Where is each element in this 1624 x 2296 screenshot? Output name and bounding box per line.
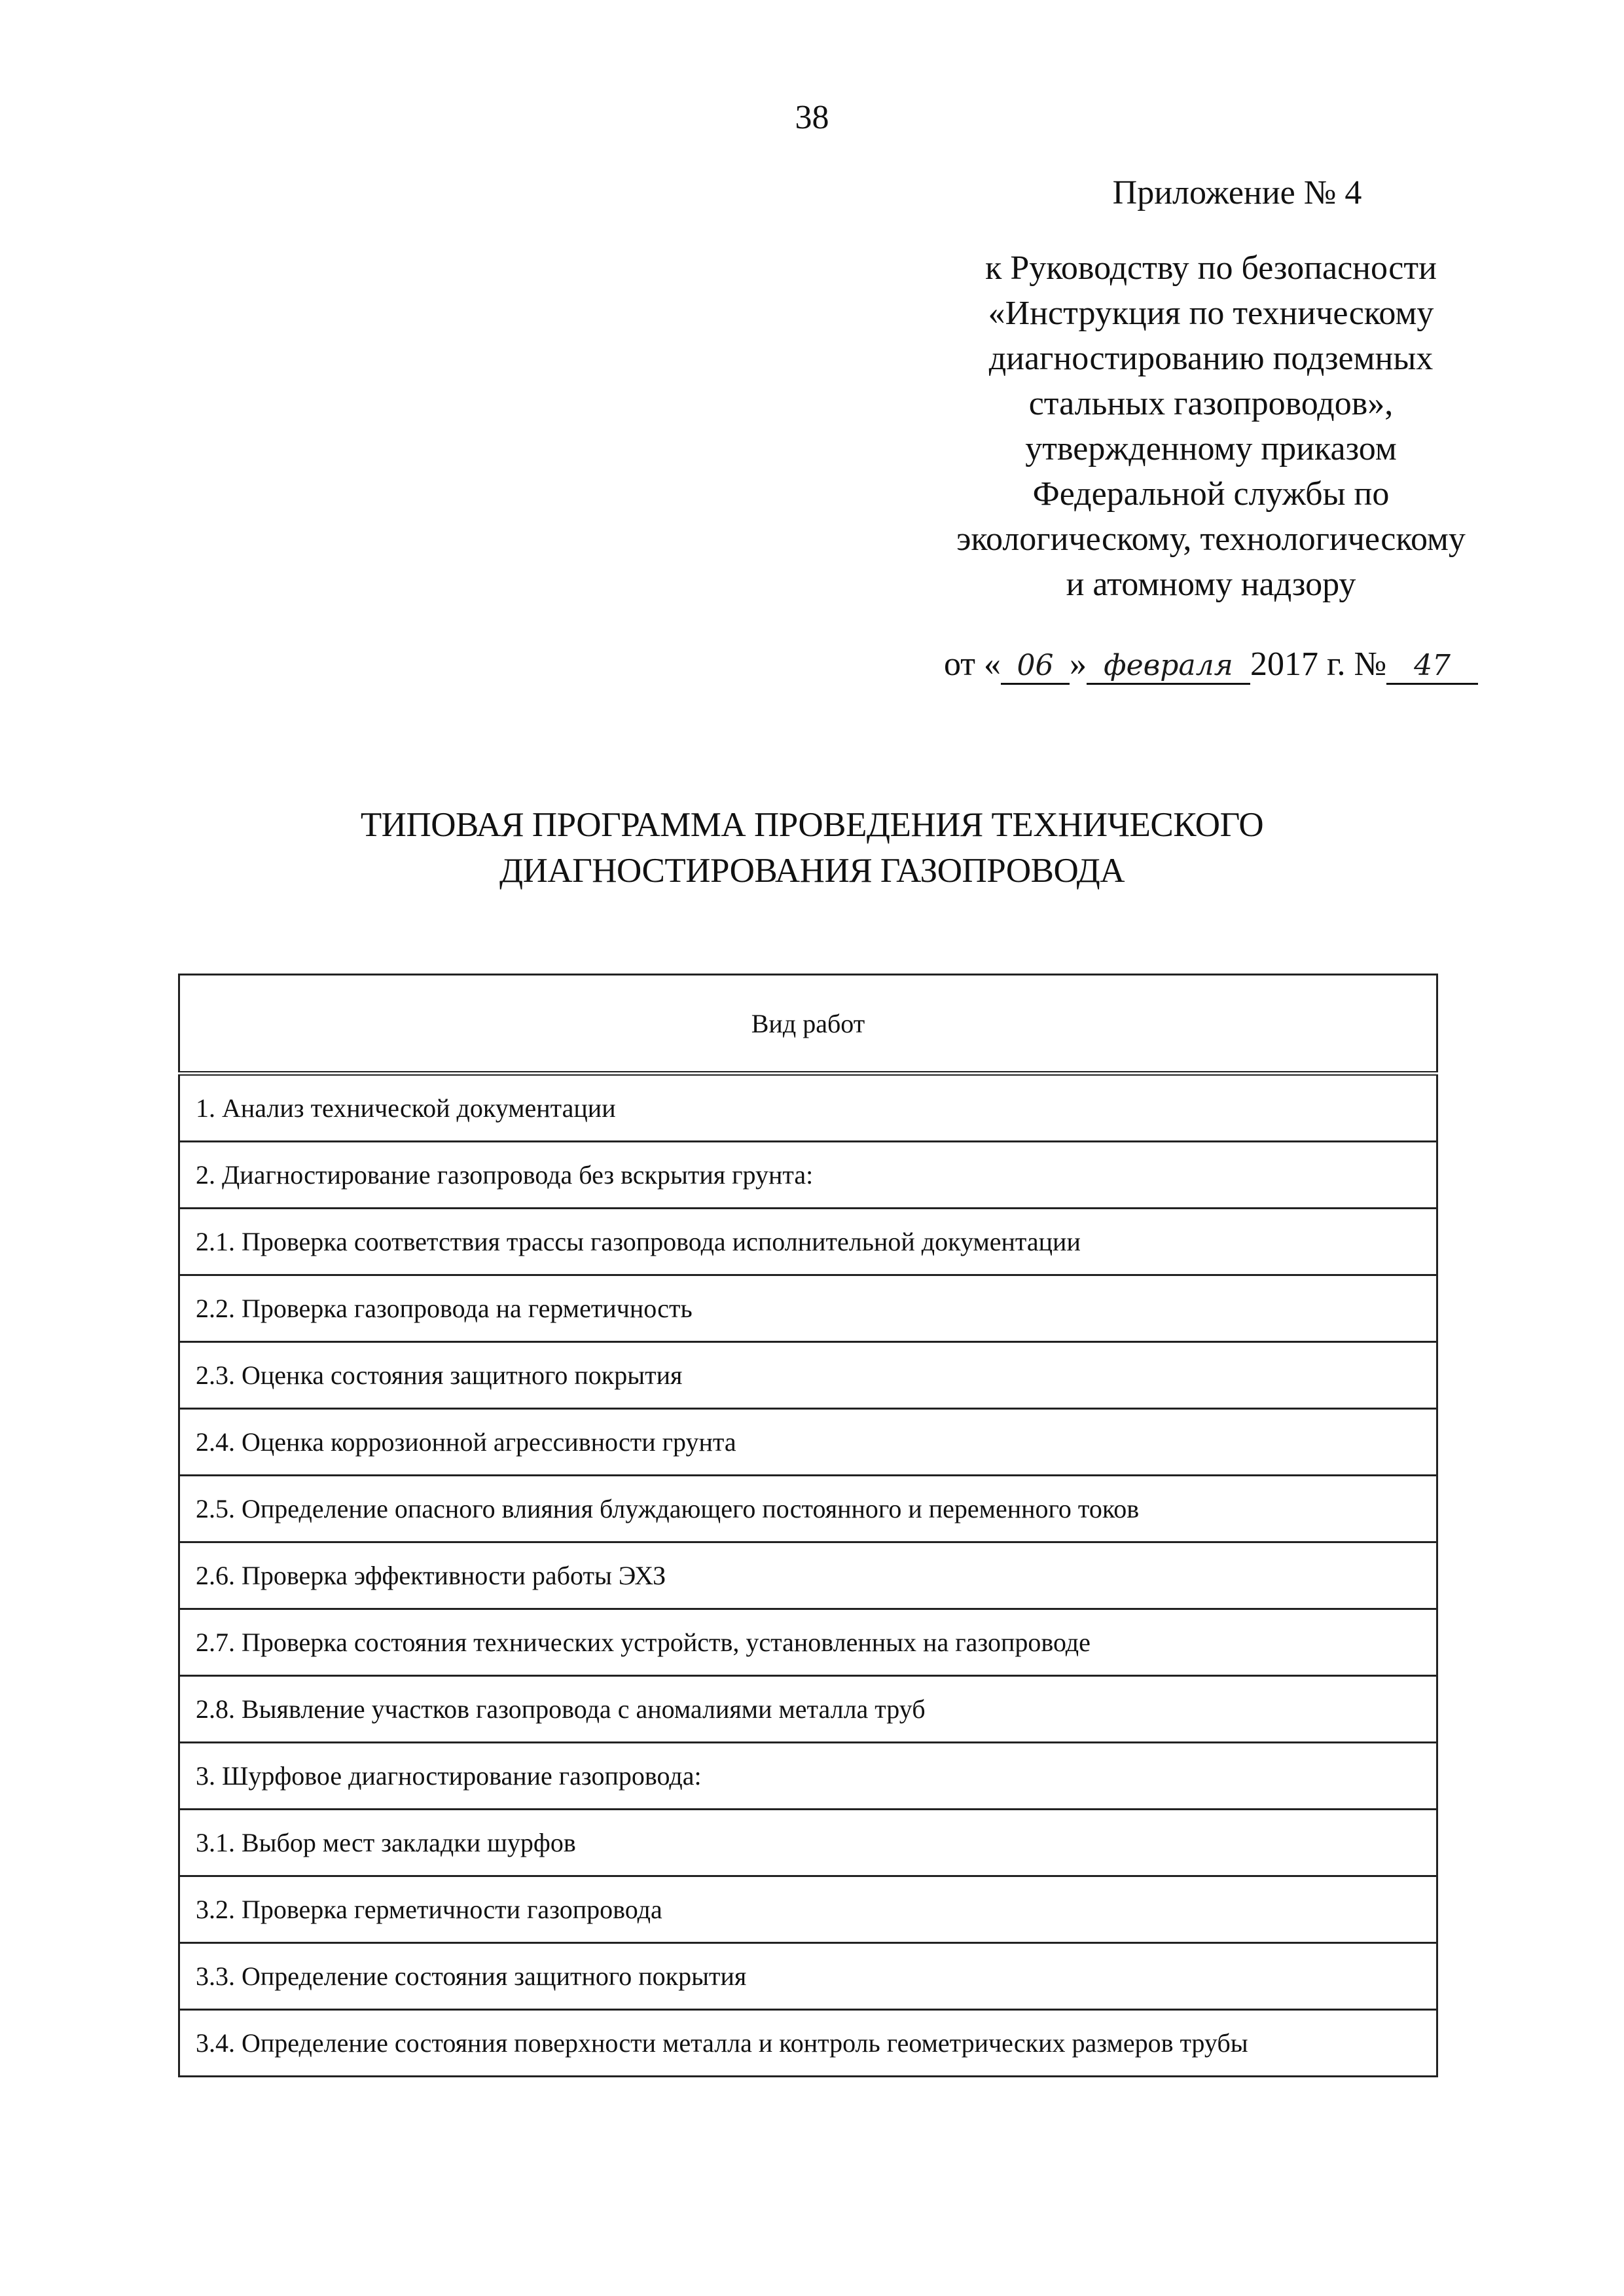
table-row bbox=[179, 1943, 1437, 2010]
table-row bbox=[179, 1609, 1437, 1676]
appendix-line: и атомному надзору bbox=[1066, 566, 1356, 603]
table-row bbox=[179, 1275, 1437, 1342]
appendix-title: Приложение № 4 bbox=[1112, 174, 1362, 211]
document-title-line-1: ТИПОВАЯ ПРОГРАММА ПРОВЕДЕНИЯ ТЕХНИЧЕСКОГО bbox=[360, 806, 1264, 844]
document-title-line-2: ДИАГНОСТИРОВАНИЯ ГАЗОПРОВОДА bbox=[499, 852, 1125, 890]
works-table bbox=[178, 974, 1438, 2077]
table-cell: 3.1. Выбор мест закладки шурфов bbox=[179, 1810, 1437, 1876]
table-cell: 2.3. Оценка состояния защитного покрытия bbox=[179, 1342, 1437, 1409]
order-date-line bbox=[916, 645, 1506, 685]
table-row bbox=[179, 1209, 1437, 1275]
appendix-line: «Инструкция по техническому bbox=[988, 295, 1434, 332]
table-cell: 2.8. Выявление участков газопровода с аномалиями металла труб bbox=[179, 1676, 1437, 1743]
table-row bbox=[179, 1876, 1437, 1943]
table-cell: 2.7. Проверка состояния технических устройств, установленных на газопроводе bbox=[179, 1609, 1437, 1676]
table-cell: 2.6. Проверка эффективности работы ЭХЗ bbox=[179, 1542, 1437, 1609]
table-row bbox=[179, 1074, 1437, 1142]
table-row bbox=[179, 1810, 1437, 1876]
table-row bbox=[179, 1476, 1437, 1542]
table-cell: 2.2. Проверка газопровода на герметичность bbox=[179, 1275, 1437, 1342]
table-row bbox=[179, 1743, 1437, 1810]
order-number-handwritten: 47 bbox=[1386, 649, 1478, 685]
table-cell: 2. Диагностирование газопровода без вскрытия грунта: bbox=[179, 1142, 1437, 1209]
table-cell: 2.1. Проверка соответствия трассы газопровода исполнительной документации bbox=[179, 1209, 1437, 1275]
appendix-line: к Руководству по безопасности bbox=[985, 249, 1437, 287]
appendix-line: утвержденному приказом bbox=[1025, 430, 1397, 467]
table-row bbox=[179, 1542, 1437, 1609]
table-row bbox=[179, 1676, 1437, 1743]
table-row bbox=[179, 2010, 1437, 2077]
table-header-row bbox=[179, 975, 1437, 1074]
table-cell: 2.5. Определение опасного влияния блуждающего постоянного и переменного токов bbox=[179, 1476, 1437, 1542]
table-cell: 1. Анализ технической документации bbox=[179, 1074, 1437, 1142]
appendix-line: диагностированию подземных bbox=[988, 340, 1434, 377]
page-number: 38 bbox=[795, 99, 829, 136]
order-quote-close: » bbox=[1069, 646, 1087, 683]
table-cell: 3. Шурфовое диагностирование газопровода: bbox=[179, 1743, 1437, 1810]
appendix-line: Федеральной службы по bbox=[1032, 475, 1390, 513]
appendix-line: экологическому, технологическому bbox=[956, 520, 1466, 558]
appendix-reference bbox=[903, 246, 1519, 607]
table-cell: 3.3. Определение состояния защитного покрытия bbox=[179, 1943, 1437, 2010]
order-month-handwritten: февраля bbox=[1087, 649, 1250, 685]
appendix-line: стальных газопроводов», bbox=[1028, 385, 1394, 422]
order-prefix: от « bbox=[943, 646, 1001, 683]
table-header-cell: Вид работ bbox=[179, 975, 1437, 1074]
table-row bbox=[179, 1142, 1437, 1209]
table-cell: 3.2. Проверка герметичности газопровода bbox=[179, 1876, 1437, 1943]
table-row bbox=[179, 1409, 1437, 1476]
document-title bbox=[0, 802, 1624, 894]
table-row bbox=[179, 1342, 1437, 1409]
table-cell: 3.4. Определение состояния поверхности металла и контроль геометрических размеров трубы bbox=[179, 2010, 1437, 2077]
table-cell: 2.4. Оценка коррозионной агрессивности грунта bbox=[179, 1409, 1437, 1476]
order-day-handwritten: 06 bbox=[1001, 649, 1070, 685]
order-year: 2017 г. № bbox=[1250, 646, 1387, 683]
